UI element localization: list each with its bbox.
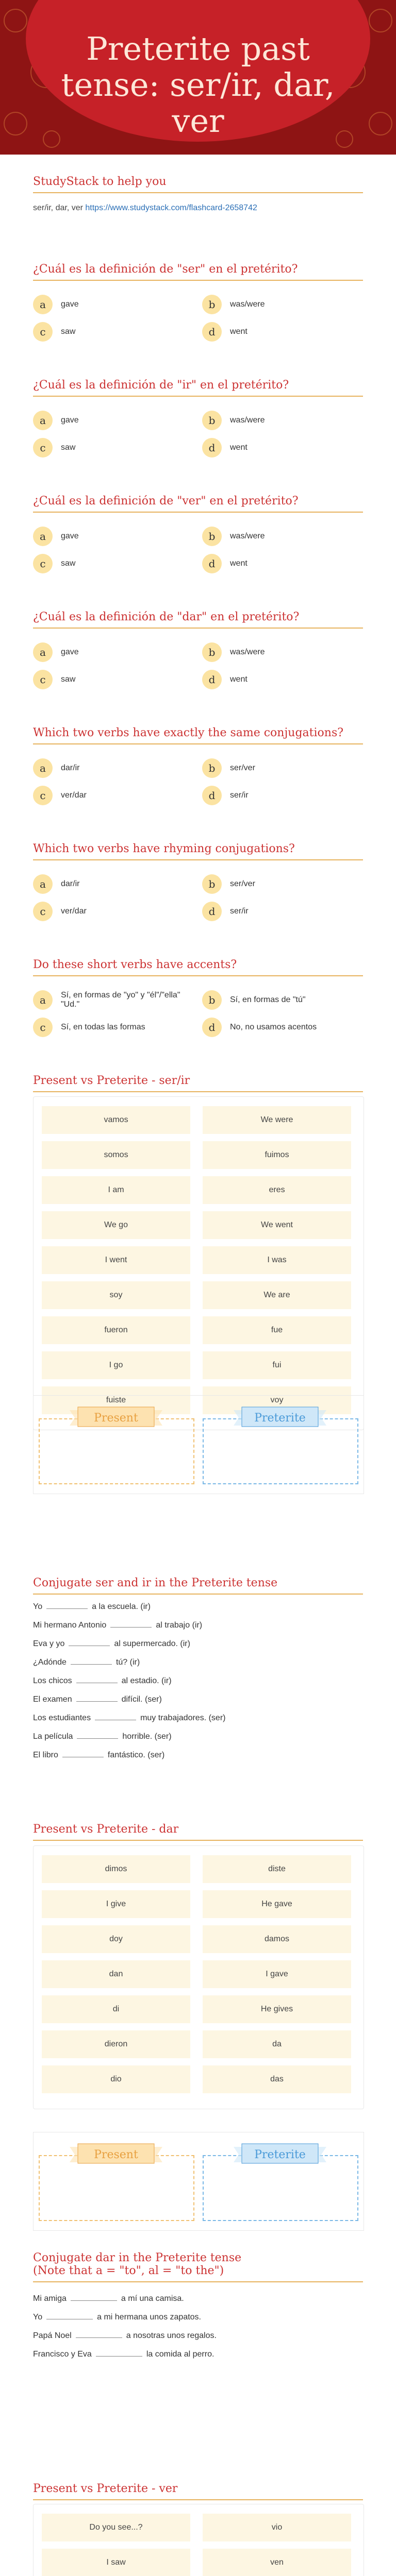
subject-text: La película [33, 1732, 73, 1741]
match-card[interactable]: dieron [42, 2030, 190, 2058]
option-label: saw [61, 675, 76, 684]
match-card[interactable]: I gave [203, 1960, 351, 1988]
subject-text: Yo [33, 1602, 43, 1611]
present-ribbon-label: Present [94, 2148, 138, 2161]
match-card[interactable]: I went [42, 1246, 190, 1274]
help-title: StudyStack to help you [33, 175, 363, 193]
option-label: went [230, 327, 248, 336]
option-letter-badge: b [202, 874, 222, 894]
answer-option[interactable] [202, 438, 357, 457]
answer-blank[interactable] [46, 2318, 93, 2319]
subject-text: El examen [33, 1695, 72, 1704]
section-title-text: Conjugate dar in the Preterite tense [33, 2251, 242, 2264]
option-letter-badge: d [202, 786, 222, 805]
fill-in-row [33, 1676, 172, 1686]
answer-option[interactable] [33, 554, 188, 573]
question-block [33, 726, 363, 744]
match-card[interactable]: ven [203, 2549, 351, 2576]
fill-in-row [33, 2331, 217, 2341]
answer-option[interactable] [202, 670, 357, 689]
option-letter-badge: d [202, 438, 222, 457]
answer-blank[interactable] [76, 1682, 118, 1683]
option-letter-badge: a [33, 758, 53, 778]
fill-in-row [33, 1658, 140, 1667]
answer-blank[interactable] [62, 1756, 104, 1757]
option-letter-badge: a [33, 642, 53, 662]
subject-text: Los chicos [33, 1676, 72, 1685]
section-heading-block [33, 2251, 363, 2282]
option-label: Sí, en formas de "tú" [230, 995, 306, 1004]
question-block [33, 611, 363, 629]
match-card[interactable]: diste [203, 1855, 351, 1883]
subject-text: ¿Adónde [33, 1658, 67, 1667]
sentence-rest: al supermercado. (ir) [114, 1639, 190, 1648]
match-card[interactable]: We go [42, 1211, 190, 1239]
match-card[interactable]: He gives [203, 1995, 351, 2023]
matching-grid [33, 1096, 364, 1430]
section-title [33, 2251, 363, 2282]
match-card[interactable]: damos [203, 1925, 351, 1953]
answer-option[interactable] [33, 527, 188, 546]
question-block [33, 379, 363, 397]
match-card[interactable]: vamos [42, 1106, 190, 1134]
answer-option[interactable] [33, 786, 188, 805]
answer-option[interactable] [202, 322, 357, 342]
question-text: ¿Cuál es la definición de "ver" en el pretérito? [33, 495, 363, 513]
match-card[interactable]: I give [42, 1890, 190, 1918]
subject-text: Eva y yo [33, 1639, 65, 1648]
match-card[interactable]: soy [42, 1281, 190, 1309]
section-title [33, 1577, 363, 1595]
option-label: gave [61, 300, 79, 309]
question-block [33, 263, 363, 281]
match-card[interactable]: We are [203, 1281, 351, 1309]
option-letter-badge: a [33, 411, 53, 430]
answer-option[interactable] [202, 411, 357, 430]
subject-text: Papá Noel [33, 2331, 72, 2340]
option-label: saw [61, 559, 76, 568]
option-label: went [230, 675, 248, 684]
answer-option[interactable] [202, 554, 357, 573]
option-label: was/were [230, 648, 265, 656]
sentence-rest: a la escuela. (ir) [92, 1602, 151, 1611]
answer-option[interactable] [33, 990, 188, 1010]
section-heading-block [33, 1074, 363, 1092]
fill-in-list [33, 1602, 363, 1769]
answer-option[interactable] [202, 758, 357, 778]
studystack-link[interactable]: https://www.studystack.com/flashcard-2658742 [85, 204, 257, 212]
sentence-rest: a mí una camisa. [121, 2294, 184, 2303]
option-label: No, no usamos acentos [230, 1023, 317, 1031]
option-letter-badge: d [202, 322, 222, 342]
match-card[interactable]: dimos [42, 1855, 190, 1883]
option-label: ver/dar [61, 907, 87, 916]
answer-blank[interactable] [76, 1701, 118, 1702]
present-ribbon [70, 2143, 162, 2166]
option-label: saw [61, 327, 76, 336]
question-block [33, 842, 363, 860]
question-text: Which two verbs have exactly the same conjugations? [33, 726, 363, 744]
fill-in-row [33, 1621, 202, 1630]
option-letter-badge: b [202, 411, 222, 430]
option-label: Sí, en formas de "yo" y "él"/"ella" "Ud." [61, 991, 180, 1009]
matching-grid [33, 2504, 364, 2576]
option-label: saw [61, 443, 76, 452]
sentence-rest: tú? (ir) [116, 1658, 140, 1667]
preterite-ribbon [234, 1406, 326, 1430]
section-heading-block [33, 1577, 363, 1595]
match-card[interactable]: fui [203, 1351, 351, 1379]
fill-in-row [33, 1695, 162, 1704]
subject-text: Mi hermano Antonio [33, 1621, 107, 1630]
fill-in-row [33, 2313, 201, 2322]
option-letter-badge: b [202, 642, 222, 662]
match-card[interactable]: Do you see...? [42, 2514, 190, 2541]
sentence-rest: fantástico. (ser) [107, 1751, 165, 1759]
answer-blank[interactable] [71, 1664, 112, 1665]
sort-bins [33, 1395, 364, 1494]
option-letter-badge: a [33, 990, 53, 1010]
match-card[interactable]: dan [42, 1960, 190, 1988]
help-line [33, 204, 363, 213]
match-card[interactable]: dio [42, 2065, 190, 2093]
option-letter-badge: b [202, 758, 222, 778]
question-block [33, 495, 363, 513]
question-block [33, 958, 363, 976]
option-letter-badge: c [33, 786, 53, 805]
option-label: ser/ir [230, 791, 249, 800]
answer-option[interactable] [202, 295, 357, 314]
answer-blank[interactable] [71, 2300, 117, 2301]
option-label: gave [61, 648, 79, 656]
fill-in-list [33, 2294, 363, 2368]
question-text: ¿Cuál es la definición de "ser" en el pretérito? [33, 263, 363, 281]
option-label: went [230, 559, 248, 568]
match-card[interactable]: We were [203, 1106, 351, 1134]
match-card[interactable]: da [203, 2030, 351, 2058]
section-title: Present vs Preterite - ser/ir [33, 1074, 363, 1092]
option-letter-badge: d [202, 1018, 222, 1037]
fill-in-row [33, 1602, 151, 1612]
section-heading-block [33, 2482, 363, 2500]
answer-option[interactable] [33, 902, 188, 921]
section-heading-block [33, 1823, 363, 1841]
option-letter-badge: a [33, 295, 53, 314]
answer-option[interactable] [33, 322, 188, 342]
answer-option[interactable] [33, 411, 188, 430]
option-label: ver/dar [61, 791, 87, 800]
match-card[interactable]: somos [42, 1141, 190, 1169]
option-letter-badge: c [33, 670, 53, 689]
section-title: Present vs Preterite - ver [33, 2482, 363, 2500]
page-title: Preterite past tense: ser/ir, dar, ver [61, 30, 335, 140]
answer-option[interactable] [33, 295, 188, 314]
answer-option[interactable] [202, 527, 357, 546]
option-letter-badge: b [202, 295, 222, 314]
option-label: went [230, 443, 248, 452]
answer-blank[interactable] [95, 1719, 136, 1720]
header-banner [0, 0, 396, 155]
answer-option[interactable] [33, 642, 188, 662]
sentence-rest: al estadio. (ir) [121, 1676, 172, 1685]
match-card[interactable]: I go [42, 1351, 190, 1379]
fill-in-row [33, 1639, 190, 1649]
section-title-text: Conjugate ser and ir in the Preterite tense [33, 1577, 278, 1589]
answer-option[interactable] [202, 1018, 357, 1037]
subject-text: Yo [33, 2313, 43, 2321]
answer-option[interactable] [202, 990, 357, 1010]
match-card[interactable]: voy [203, 1386, 351, 1414]
question-text: ¿Cuál es la definición de "dar" en el pretérito? [33, 611, 363, 629]
option-label: was/were [230, 416, 265, 425]
answer-option[interactable] [33, 874, 188, 894]
option-letter-badge: c [33, 322, 53, 342]
option-letter-badge: c [33, 902, 53, 921]
match-card[interactable]: das [203, 2065, 351, 2093]
option-letter-badge: a [33, 874, 53, 894]
option-letter-badge: d [202, 902, 222, 921]
answer-option[interactable] [202, 786, 357, 805]
match-card[interactable]: fuiste [42, 1386, 190, 1414]
option-letter-badge: c [33, 438, 53, 457]
answer-blank[interactable] [110, 1626, 152, 1628]
question-text: Which two verbs have rhyming conjugations? [33, 842, 363, 860]
sentence-rest: a nosotras unos regalos. [126, 2331, 217, 2340]
sort-bins [33, 2132, 364, 2231]
fill-in-row [33, 1751, 164, 1760]
option-label: ser/ver [230, 879, 255, 888]
subject-text: Mi amiga [33, 2294, 67, 2303]
fill-in-row [33, 1732, 172, 1741]
preterite-ribbon-label: Preterite [254, 2148, 306, 2161]
preterite-ribbon [234, 2143, 326, 2166]
answer-option[interactable] [33, 670, 188, 689]
subject-text: Francisco y Eva [33, 2350, 92, 2359]
match-card[interactable]: I am [42, 1176, 190, 1204]
sentence-rest: la comida al perro. [146, 2350, 214, 2359]
section-subtitle: (Note that a = "to", al = "to the") [33, 2264, 224, 2277]
option-letter-badge: d [202, 554, 222, 573]
option-label: gave [61, 416, 79, 425]
option-letter-badge: b [202, 527, 222, 546]
fill-in-row [33, 2294, 184, 2303]
sentence-rest: difícil. (ser) [121, 1695, 162, 1704]
option-label: dar/ir [61, 879, 80, 888]
match-card[interactable]: fueron [42, 1316, 190, 1344]
question-text: ¿Cuál es la definición de "ir" en el pretérito? [33, 379, 363, 397]
present-ribbon [70, 1406, 162, 1430]
match-card[interactable]: He gave [203, 1890, 351, 1918]
sentence-rest: al trabajo (ir) [156, 1621, 203, 1630]
preterite-ribbon-label: Preterite [254, 1411, 306, 1425]
match-card[interactable]: I was [203, 1246, 351, 1274]
match-card[interactable]: vio [203, 2514, 351, 2541]
answer-blank[interactable] [96, 2355, 142, 2357]
question-text: Do these short verbs have accents? [33, 958, 363, 976]
answer-option[interactable] [202, 902, 357, 921]
answer-option[interactable] [202, 874, 357, 894]
answer-option[interactable] [33, 758, 188, 778]
option-letter-badge: c [33, 1018, 53, 1037]
answer-option[interactable] [33, 438, 188, 457]
answer-blank[interactable] [76, 2337, 122, 2338]
match-card[interactable]: fue [203, 1316, 351, 1344]
option-label: ser/ver [230, 764, 255, 772]
option-letter-badge: d [202, 670, 222, 689]
help-prefix: ser/ir, dar, ver [33, 204, 86, 212]
answer-blank[interactable] [46, 1608, 88, 1609]
fill-in-row [33, 1714, 225, 1723]
answer-blank[interactable] [77, 1738, 118, 1739]
matching-grid [33, 1845, 364, 2109]
option-letter-badge: c [33, 554, 53, 573]
help-section [33, 175, 363, 213]
option-label: ser/ir [230, 907, 249, 916]
match-card[interactable]: doy [42, 1925, 190, 1953]
subject-text: Los estudiantes [33, 1714, 91, 1722]
section-title: Present vs Preterite - dar [33, 1823, 363, 1841]
option-letter-badge: b [202, 990, 222, 1010]
option-label: was/were [230, 300, 265, 309]
option-label: was/were [230, 532, 265, 540]
match-card[interactable]: I saw [42, 2549, 190, 2576]
present-ribbon-label: Present [94, 1411, 138, 1425]
match-card[interactable]: eres [203, 1176, 351, 1204]
option-letter-badge: a [33, 527, 53, 546]
option-label: gave [61, 532, 79, 540]
answer-blank[interactable] [69, 1645, 110, 1646]
sentence-rest: muy trabajadores. (ser) [140, 1714, 226, 1722]
sentence-rest: a mi hermana unos zapatos. [97, 2313, 201, 2321]
subject-text: El libro [33, 1751, 58, 1759]
option-label: dar/ir [61, 764, 80, 772]
answer-option[interactable] [33, 1018, 188, 1037]
match-card[interactable]: We went [203, 1211, 351, 1239]
match-card[interactable]: fuimos [203, 1141, 351, 1169]
match-card[interactable]: di [42, 1995, 190, 2023]
answer-option[interactable] [202, 642, 357, 662]
fill-in-row [33, 2350, 214, 2359]
option-label: Sí, en todas las formas [61, 1023, 145, 1031]
sentence-rest: horrible. (ser) [122, 1732, 172, 1741]
